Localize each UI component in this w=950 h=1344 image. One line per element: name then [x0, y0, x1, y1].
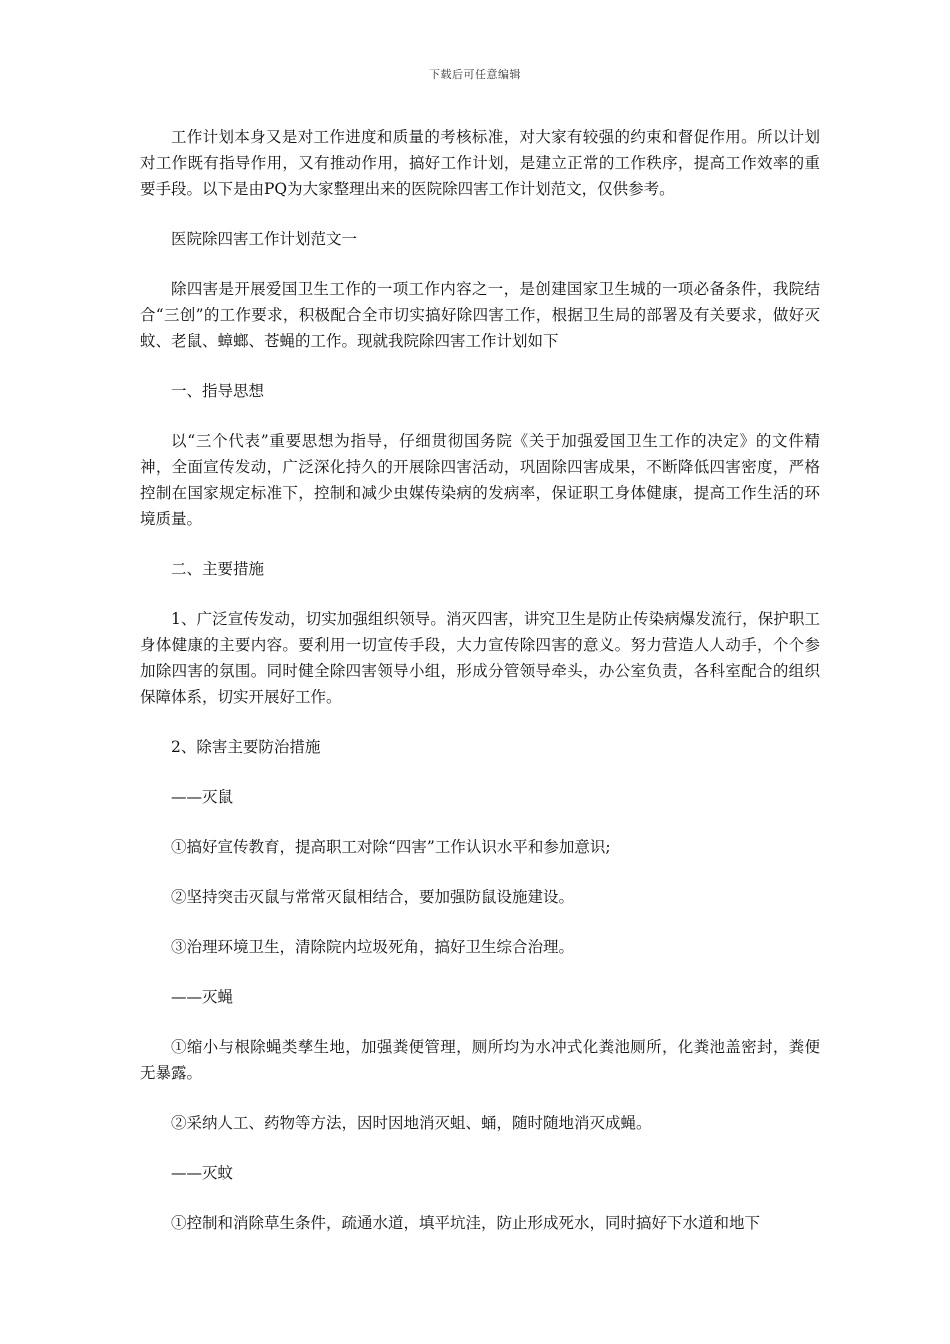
fly-item-2: ②采纳人工、药物等方法，因时因地消灭蛆、蛹，随时随地消灭成蝇。	[171, 1114, 652, 1132]
rat-item-1: ①搞好宣传教育，提高职工对除“四害”工作认识水平和参加意识;	[171, 838, 611, 856]
subheading-rat-control: ——灭鼠	[171, 788, 234, 806]
document-body	[140, 124, 820, 1260]
overview-paragraph: 除四害是开展爱国卫生工作的一项工作内容之一，是创建国家卫生城的一项必备条件，我院结合“三创”的工作要求，积极配合全市切实搞好除四害工作，根据卫生局的部署及有关要求，做好灭蚊、老鼠、蟑螂、苍蝇的工作。现就我院除四害工作计划如下	[140, 280, 820, 350]
page-header: 下载后可任意编辑	[429, 68, 521, 81]
mosquito-item-1: ①控制和消除草生条件，疏通水道，填平坑洼，防止形成死水，同时搞好下水道和地下	[171, 1214, 761, 1232]
heading-main-measures: 二、主要措施	[171, 560, 265, 578]
rat-item-3: ③治理环境卫生，清除院内垃圾死角，搞好卫生综合治理。	[171, 938, 575, 956]
rat-item-2: ②坚持突击灭鼠与常常灭鼠相结合，要加强防鼠设施建设。	[171, 888, 575, 906]
heading-guiding-ideology: 一、指导思想	[171, 382, 265, 400]
intro-paragraph: 工作计划本身又是对工作进度和质量的考核标准，对大家有较强的约束和督促作用。所以计划对工作既有指导作用，又有推动作用，搞好工作计划，是建立正常的工作秩序，提高工作效率的重要手段。以下是由PQ为大家整理出来的医院除四害工作计划范文，仅供参考。	[140, 128, 820, 198]
section-title: 医院除四害工作计划范文一	[171, 230, 358, 248]
subheading-mosquito-control: ——灭蚊	[171, 1164, 234, 1182]
fly-item-1: ①缩小与根除蝇类孳生地，加强粪便管理，厕所均为水冲式化粪池厕所，化粪池盖密封，粪便无暴露。	[140, 1038, 820, 1082]
subheading-fly-control: ——灭蝇	[171, 988, 234, 1006]
measure-2-heading: 2、除害主要防治措施	[171, 738, 321, 756]
guiding-ideology-paragraph: 以“三个代表”重要思想为指导，仔细贯彻国务院《关于加强爱国卫生工作的决定》的文件精神，全面宣传发动，广泛深化持久的开展除四害活动，巩固除四害成果，不断降低四害密度，严格控制在国家规定标准下，控制和减少虫媒传染病的发病率，保证职工身体健康，提高工作生活的环境质量。	[140, 432, 820, 528]
measure-1-paragraph: 1、广泛宣传发动，切实加强组织领导。消灭四害，讲究卫生是防止传染病爆发流行，保护职工身体健康的主要内容。要利用一切宣传手段，大力宣传除四害的意义。努力营造人人动手，个个参加除四害的氛围。同时健全除四害领导小组，形成分管领导牵头，办公室负责，各科室配合的组织保障体系，切实开展好工作。	[140, 610, 820, 706]
